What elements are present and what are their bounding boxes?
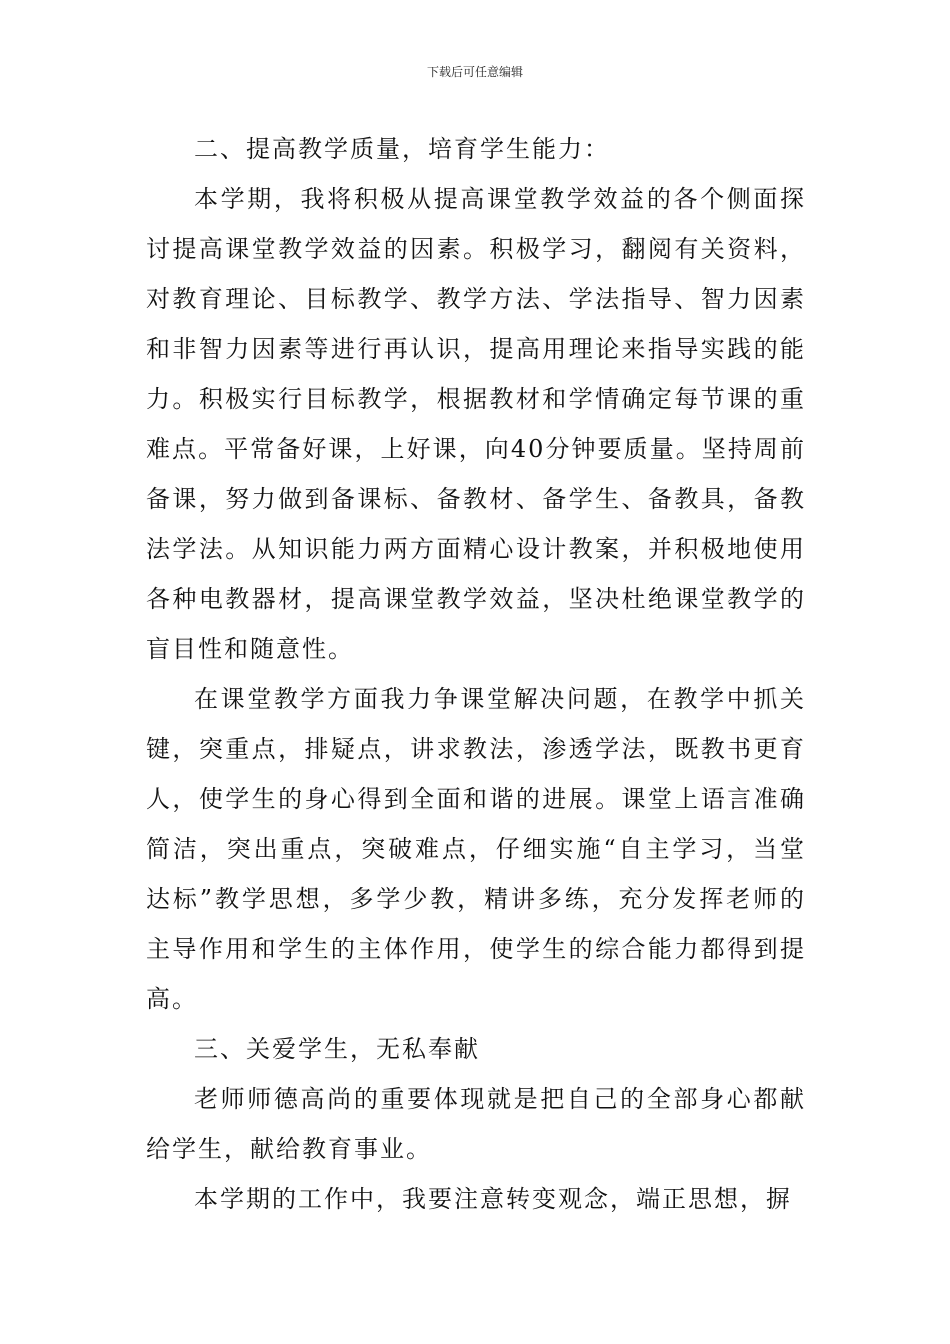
paragraph: 本学期的工作中，我要注意转变观念，端正思想，摒 [194, 1185, 792, 1213]
section-heading: 三、关爱学生，无私奉献 [194, 1035, 480, 1063]
page-header: 下载后可任意编辑 [426, 65, 523, 79]
paragraph: 老师师德高尚的重要体现就是把自己的全部身心都献给学生，献给教育事业。 [146, 1085, 806, 1163]
paragraph: 本学期，我将积极从提高课堂教学效益的各个侧面探讨提高课堂教学效益的因素。积极学习，翻阅有关资料，对教育理论、目标教学、教学方法、学法指导、智力因素和非智力因素等进行再认识，提高用理论来指导实践的能力。积极实行目标教学，根据教材和学情确定每节课的重难点。平常备好课，上好课，向40分钟要质量。坚持周前备课，努力做到备课标、备教材、备学生、备教具，备教法学法。从知识能力两方面精心设计教案，并积极地使用各种电教器材，提高课堂教学效益，坚决杜绝课堂教学的盲目性和随意性。 [146, 185, 806, 663]
body-text [146, 124, 806, 1224]
section-heading: 二、提高教学质量，培育学生能力： [194, 135, 610, 163]
paragraph: 在课堂教学方面我力争课堂解决问题，在教学中抓关键，突重点，排疑点，讲求教法，渗透学法，既教书更育人，使学生的身心得到全面和谐的进展。课堂上语言准确简洁，突出重点，突破难点，仔细实施“自主学习，当堂达标”教学思想，多学少教，精讲多练，充分发挥老师的主导作用和学生的主体作用，使学生的综合能力都得到提高。 [146, 685, 806, 1013]
